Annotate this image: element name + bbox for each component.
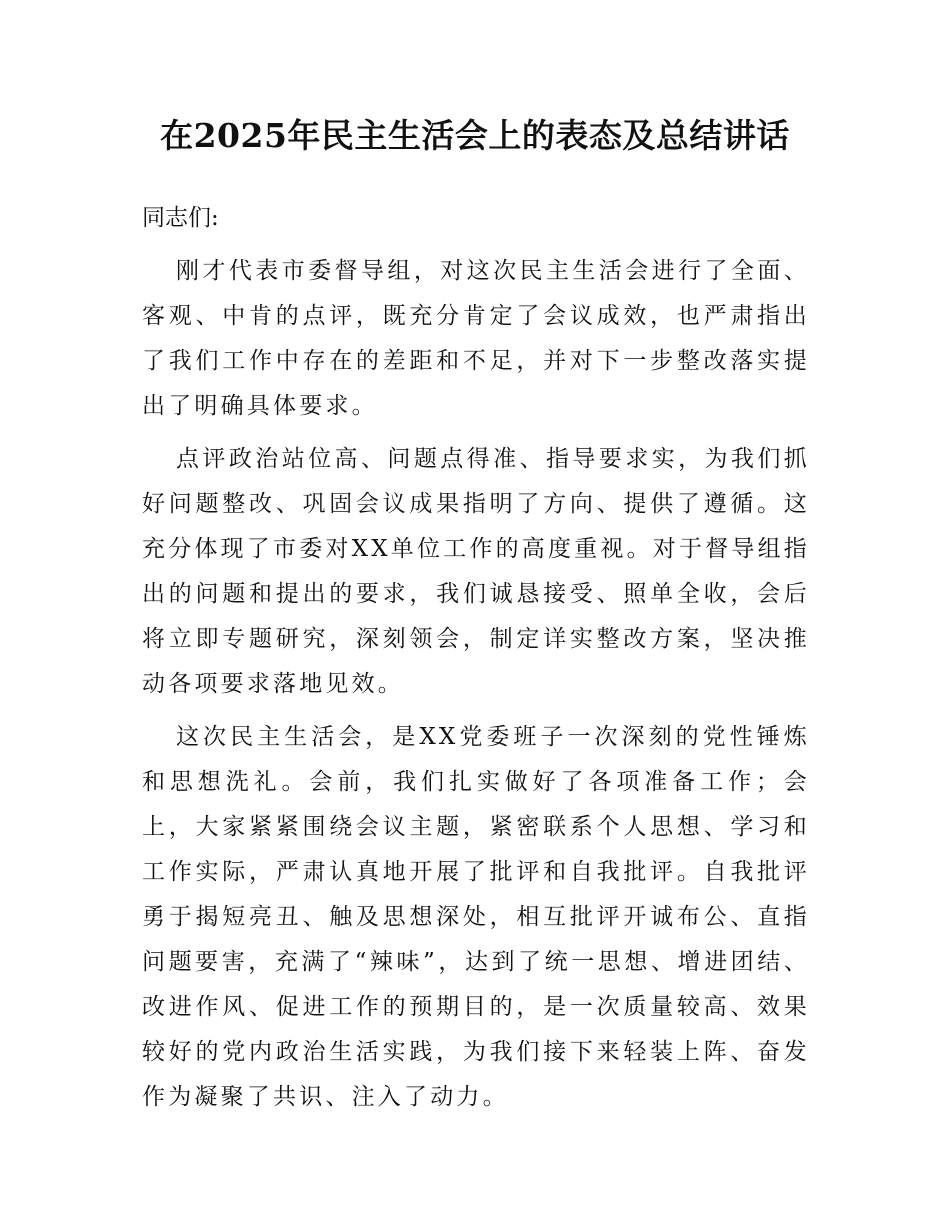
document-title: 在2025年民主生活会上的表态及总结讲话 bbox=[160, 116, 790, 155]
document-body bbox=[142, 196, 810, 1128]
paragraph-2: 点评政治站位高、问题点得准、指导要求实，为我们抓好问题整改、巩固会议成果指明了方向、提供了遵循。这充分体现了市委对XX单位工作的高度重视。对于督导组指出的问题和提出的要求，我们诚恳接受、照单全收，会后将立即专题研究，深刻领会，制定详实整改方案，坚决推动各项要求落地见效。 bbox=[142, 446, 810, 697]
salutation: 同志们: bbox=[142, 205, 219, 231]
paragraph-3: 这次民主生活会，是XX党委班子一次深刻的党性锤炼和思想洗礼。会前，我们扎实做好了各项准备工作；会上，大家紧紧围绕会议主题，紧密联系个人思想、学习和工作实际，严肃认真地开展了批评和自我批评。自我批评勇于揭短亮丑、触及思想深处，相互批评开诚布公、直指问题要害，充满了“辣味”，达到了统一思想、增进团结、改进作风、促进工作的预期目的，是一次质量较高、效果较好的党内政治生活实践，为我们接下来轻装上阵、奋发作为凝聚了共识、注入了动力。 bbox=[142, 724, 810, 1110]
paragraph-1: 刚才代表市委督导组，对这次民主生活会进行了全面、客观、中肯的点评，既充分肯定了会议成效，也严肃指出了我们工作中存在的差距和不足，并对下一步整改落实提出了明确具体要求。 bbox=[142, 258, 810, 419]
